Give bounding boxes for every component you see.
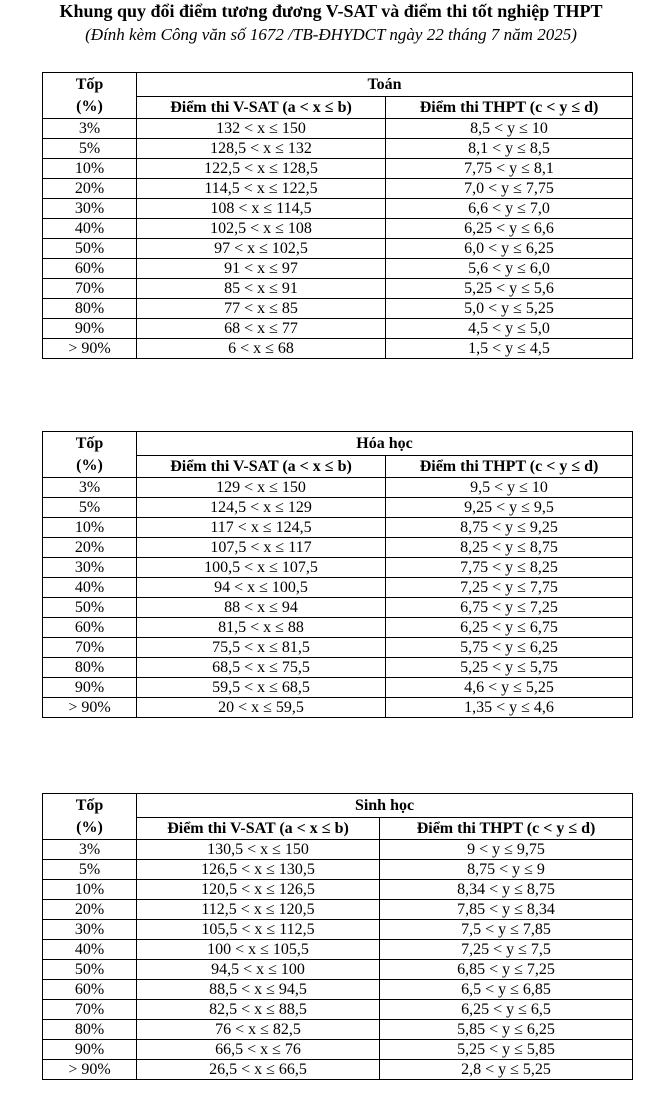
table-sinh-hoc [42, 793, 633, 1080]
col-header-thpt: Điểm thi THPT (c < y ≤ d) [386, 456, 633, 478]
top-cell: 50% [43, 598, 137, 618]
table-row [43, 1020, 633, 1040]
subject-header: Sinh học [137, 794, 633, 818]
top-cell: 80% [43, 299, 137, 319]
top-cell: 70% [43, 279, 137, 299]
top-cell: 80% [43, 1020, 137, 1040]
table-row [43, 339, 633, 359]
table-row [43, 960, 633, 980]
top-cell: 90% [43, 319, 137, 339]
vsat-cell: 100 < x ≤ 105,5 [137, 940, 380, 960]
thpt-cell: 4,6 < y ≤ 5,25 [386, 678, 633, 698]
top-cell: 50% [43, 960, 137, 980]
vsat-cell: 107,5 < x ≤ 117 [137, 538, 386, 558]
table-row [43, 598, 633, 618]
col-header-top-line2: (%) [76, 97, 103, 115]
vsat-cell: 94,5 < x ≤ 100 [137, 960, 380, 980]
top-cell: 60% [43, 980, 137, 1000]
top-cell: 10% [43, 518, 137, 538]
thpt-cell: 5,0 < y ≤ 5,25 [386, 299, 633, 319]
col-header-top [43, 794, 137, 840]
top-cell: 80% [43, 658, 137, 678]
top-cell: 30% [43, 199, 137, 219]
table-row [43, 638, 633, 658]
thpt-cell: 8,75 < y ≤ 9,25 [386, 518, 633, 538]
table-row [43, 259, 633, 279]
thpt-cell: 8,75 < y ≤ 9 [380, 860, 633, 880]
top-cell: 20% [43, 179, 137, 199]
thpt-cell: 6,6 < y ≤ 7,0 [386, 199, 633, 219]
vsat-cell: 81,5 < x ≤ 88 [137, 618, 386, 638]
vsat-cell: 108 < x ≤ 114,5 [137, 199, 386, 219]
vsat-cell: 6 < x ≤ 68 [137, 339, 386, 359]
table-row [43, 119, 633, 139]
table-row [43, 940, 633, 960]
thpt-cell: 7,75 < y ≤ 8,25 [386, 558, 633, 578]
table-row [43, 498, 633, 518]
col-header-vsat: Điểm thi V-SAT (a < x ≤ b) [137, 818, 380, 840]
thpt-cell: 2,8 < y ≤ 5,25 [380, 1060, 633, 1080]
vsat-cell: 77 < x ≤ 85 [137, 299, 386, 319]
table-row [43, 179, 633, 199]
vsat-cell: 26,5 < x ≤ 66,5 [137, 1060, 380, 1080]
document-title: Khung quy đổi điểm tương đương V-SAT và điểm thi tốt nghiệp THPT [59, 1, 603, 21]
vsat-cell: 59,5 < x ≤ 68,5 [137, 678, 386, 698]
col-header-top [43, 432, 137, 478]
top-cell: 70% [43, 1000, 137, 1020]
vsat-cell: 88 < x ≤ 94 [137, 598, 386, 618]
top-cell: 90% [43, 678, 137, 698]
table-row [43, 219, 633, 239]
col-header-top-line1: Tốp [75, 75, 104, 93]
thpt-cell: 5,6 < y ≤ 6,0 [386, 259, 633, 279]
thpt-cell: 6,75 < y ≤ 7,25 [386, 598, 633, 618]
top-cell: 50% [43, 239, 137, 259]
top-cell: 10% [43, 880, 137, 900]
vsat-cell: 66,5 < x ≤ 76 [137, 1040, 380, 1060]
table-row [43, 159, 633, 179]
thpt-cell: 7,0 < y ≤ 7,75 [386, 179, 633, 199]
vsat-cell: 97 < x ≤ 102,5 [137, 239, 386, 259]
top-cell: 90% [43, 1040, 137, 1060]
thpt-cell: 5,25 < y ≤ 5,85 [380, 1040, 633, 1060]
top-cell: 60% [43, 618, 137, 638]
col-header-top-line1: Tốp [75, 434, 104, 452]
thpt-cell: 9,25 < y ≤ 9,5 [386, 498, 633, 518]
table-row [43, 900, 633, 920]
table-row [43, 199, 633, 219]
table-row [43, 658, 633, 678]
table-row [43, 1040, 633, 1060]
thpt-cell: 6,0 < y ≤ 6,25 [386, 239, 633, 259]
vsat-cell: 94 < x ≤ 100,5 [137, 578, 386, 598]
top-cell: 40% [43, 578, 137, 598]
thpt-cell: 9,5 < y ≤ 10 [386, 478, 633, 498]
thpt-cell: 6,5 < y ≤ 6,85 [380, 980, 633, 1000]
top-cell: 3% [43, 478, 137, 498]
vsat-cell: 68,5 < x ≤ 75,5 [137, 658, 386, 678]
thpt-cell: 8,34 < y ≤ 8,75 [380, 880, 633, 900]
thpt-cell: 7,75 < y ≤ 8,1 [386, 159, 633, 179]
table-toan [42, 72, 633, 359]
thpt-cell: 7,25 < y ≤ 7,5 [380, 940, 633, 960]
vsat-cell: 126,5 < x ≤ 130,5 [137, 860, 380, 880]
vsat-cell: 75,5 < x ≤ 81,5 [137, 638, 386, 658]
col-header-thpt: Điểm thi THPT (c < y ≤ d) [380, 818, 633, 840]
thpt-cell: 4,5 < y ≤ 5,0 [386, 319, 633, 339]
vsat-cell: 132 < x ≤ 150 [137, 119, 386, 139]
col-header-top-line2: (%) [76, 818, 103, 836]
table-row [43, 538, 633, 558]
table-row [43, 239, 633, 259]
table-row [43, 980, 633, 1000]
top-cell: 3% [43, 840, 137, 860]
table-row [43, 478, 633, 498]
table-row [43, 618, 633, 638]
thpt-cell: 8,1 < y ≤ 8,5 [386, 139, 633, 159]
table-row [43, 578, 633, 598]
table-row [43, 880, 633, 900]
top-cell: 5% [43, 498, 137, 518]
table-hoa-hoc [42, 431, 633, 718]
vsat-cell: 120,5 < x ≤ 126,5 [137, 880, 380, 900]
thpt-cell: 8,25 < y ≤ 8,75 [386, 538, 633, 558]
vsat-cell: 117 < x ≤ 124,5 [137, 518, 386, 538]
vsat-cell: 88,5 < x ≤ 94,5 [137, 980, 380, 1000]
top-cell: 60% [43, 259, 137, 279]
vsat-cell: 122,5 < x ≤ 128,5 [137, 159, 386, 179]
thpt-cell: 8,5 < y ≤ 10 [386, 119, 633, 139]
col-header-vsat: Điểm thi V-SAT (a < x ≤ b) [137, 97, 386, 119]
thpt-cell: 1,35 < y ≤ 4,6 [386, 698, 633, 718]
col-header-top-line1: Tốp [75, 796, 104, 814]
table-row [43, 840, 633, 860]
vsat-cell: 102,5 < x ≤ 108 [137, 219, 386, 239]
thpt-cell: 9 < y ≤ 9,75 [380, 840, 633, 860]
top-cell: 40% [43, 219, 137, 239]
thpt-cell: 6,25 < y ≤ 6,75 [386, 618, 633, 638]
table-row [43, 1000, 633, 1020]
table-row [43, 139, 633, 159]
vsat-cell: 20 < x ≤ 59,5 [137, 698, 386, 718]
vsat-cell: 85 < x ≤ 91 [137, 279, 386, 299]
table-row [43, 678, 633, 698]
thpt-cell: 6,25 < y ≤ 6,6 [386, 219, 633, 239]
table-row [43, 860, 633, 880]
table-row [43, 558, 633, 578]
thpt-cell: 5,25 < y ≤ 5,75 [386, 658, 633, 678]
vsat-cell: 130,5 < x ≤ 150 [137, 840, 380, 860]
thpt-cell: 5,25 < y ≤ 5,6 [386, 279, 633, 299]
vsat-cell: 105,5 < x ≤ 112,5 [137, 920, 380, 940]
thpt-cell: 1,5 < y ≤ 4,5 [386, 339, 633, 359]
vsat-cell: 91 < x ≤ 97 [137, 259, 386, 279]
top-cell: > 90% [43, 698, 137, 718]
top-cell: > 90% [43, 1060, 137, 1080]
table-row [43, 920, 633, 940]
top-cell: > 90% [43, 339, 137, 359]
col-header-thpt: Điểm thi THPT (c < y ≤ d) [386, 97, 633, 119]
table-row [43, 319, 633, 339]
vsat-cell: 114,5 < x ≤ 122,5 [137, 179, 386, 199]
top-cell: 30% [43, 920, 137, 940]
top-cell: 30% [43, 558, 137, 578]
vsat-cell: 68 < x ≤ 77 [137, 319, 386, 339]
col-header-vsat: Điểm thi V-SAT (a < x ≤ b) [137, 456, 386, 478]
thpt-cell: 6,25 < y ≤ 6,5 [380, 1000, 633, 1020]
top-cell: 5% [43, 860, 137, 880]
vsat-cell: 129 < x ≤ 150 [137, 478, 386, 498]
vsat-cell: 128,5 < x ≤ 132 [137, 139, 386, 159]
vsat-cell: 124,5 < x ≤ 129 [137, 498, 386, 518]
top-cell: 5% [43, 139, 137, 159]
thpt-cell: 7,85 < y ≤ 8,34 [380, 900, 633, 920]
table-row [43, 518, 633, 538]
thpt-cell: 7,5 < y ≤ 7,85 [380, 920, 633, 940]
vsat-cell: 76 < x ≤ 82,5 [137, 1020, 380, 1040]
top-cell: 3% [43, 119, 137, 139]
col-header-top-line2: (%) [76, 456, 103, 474]
thpt-cell: 7,25 < y ≤ 7,75 [386, 578, 633, 598]
top-cell: 20% [43, 538, 137, 558]
vsat-cell: 112,5 < x ≤ 120,5 [137, 900, 380, 920]
table-row [43, 299, 633, 319]
subject-header: Toán [137, 73, 633, 97]
top-cell: 70% [43, 638, 137, 658]
top-cell: 10% [43, 159, 137, 179]
table-row [43, 698, 633, 718]
thpt-cell: 6,85 < y ≤ 7,25 [380, 960, 633, 980]
thpt-cell: 5,85 < y ≤ 6,25 [380, 1020, 633, 1040]
vsat-cell: 82,5 < x ≤ 88,5 [137, 1000, 380, 1020]
document-subtitle: (Đính kèm Công văn số 1672 /TB-ĐHYDCT ngày 22 tháng 7 năm 2025) [85, 25, 577, 44]
col-header-top [43, 73, 137, 119]
top-cell: 40% [43, 940, 137, 960]
subject-header: Hóa học [137, 432, 633, 456]
table-row [43, 1060, 633, 1080]
thpt-cell: 5,75 < y ≤ 6,25 [386, 638, 633, 658]
table-row [43, 279, 633, 299]
top-cell: 20% [43, 900, 137, 920]
vsat-cell: 100,5 < x ≤ 107,5 [137, 558, 386, 578]
